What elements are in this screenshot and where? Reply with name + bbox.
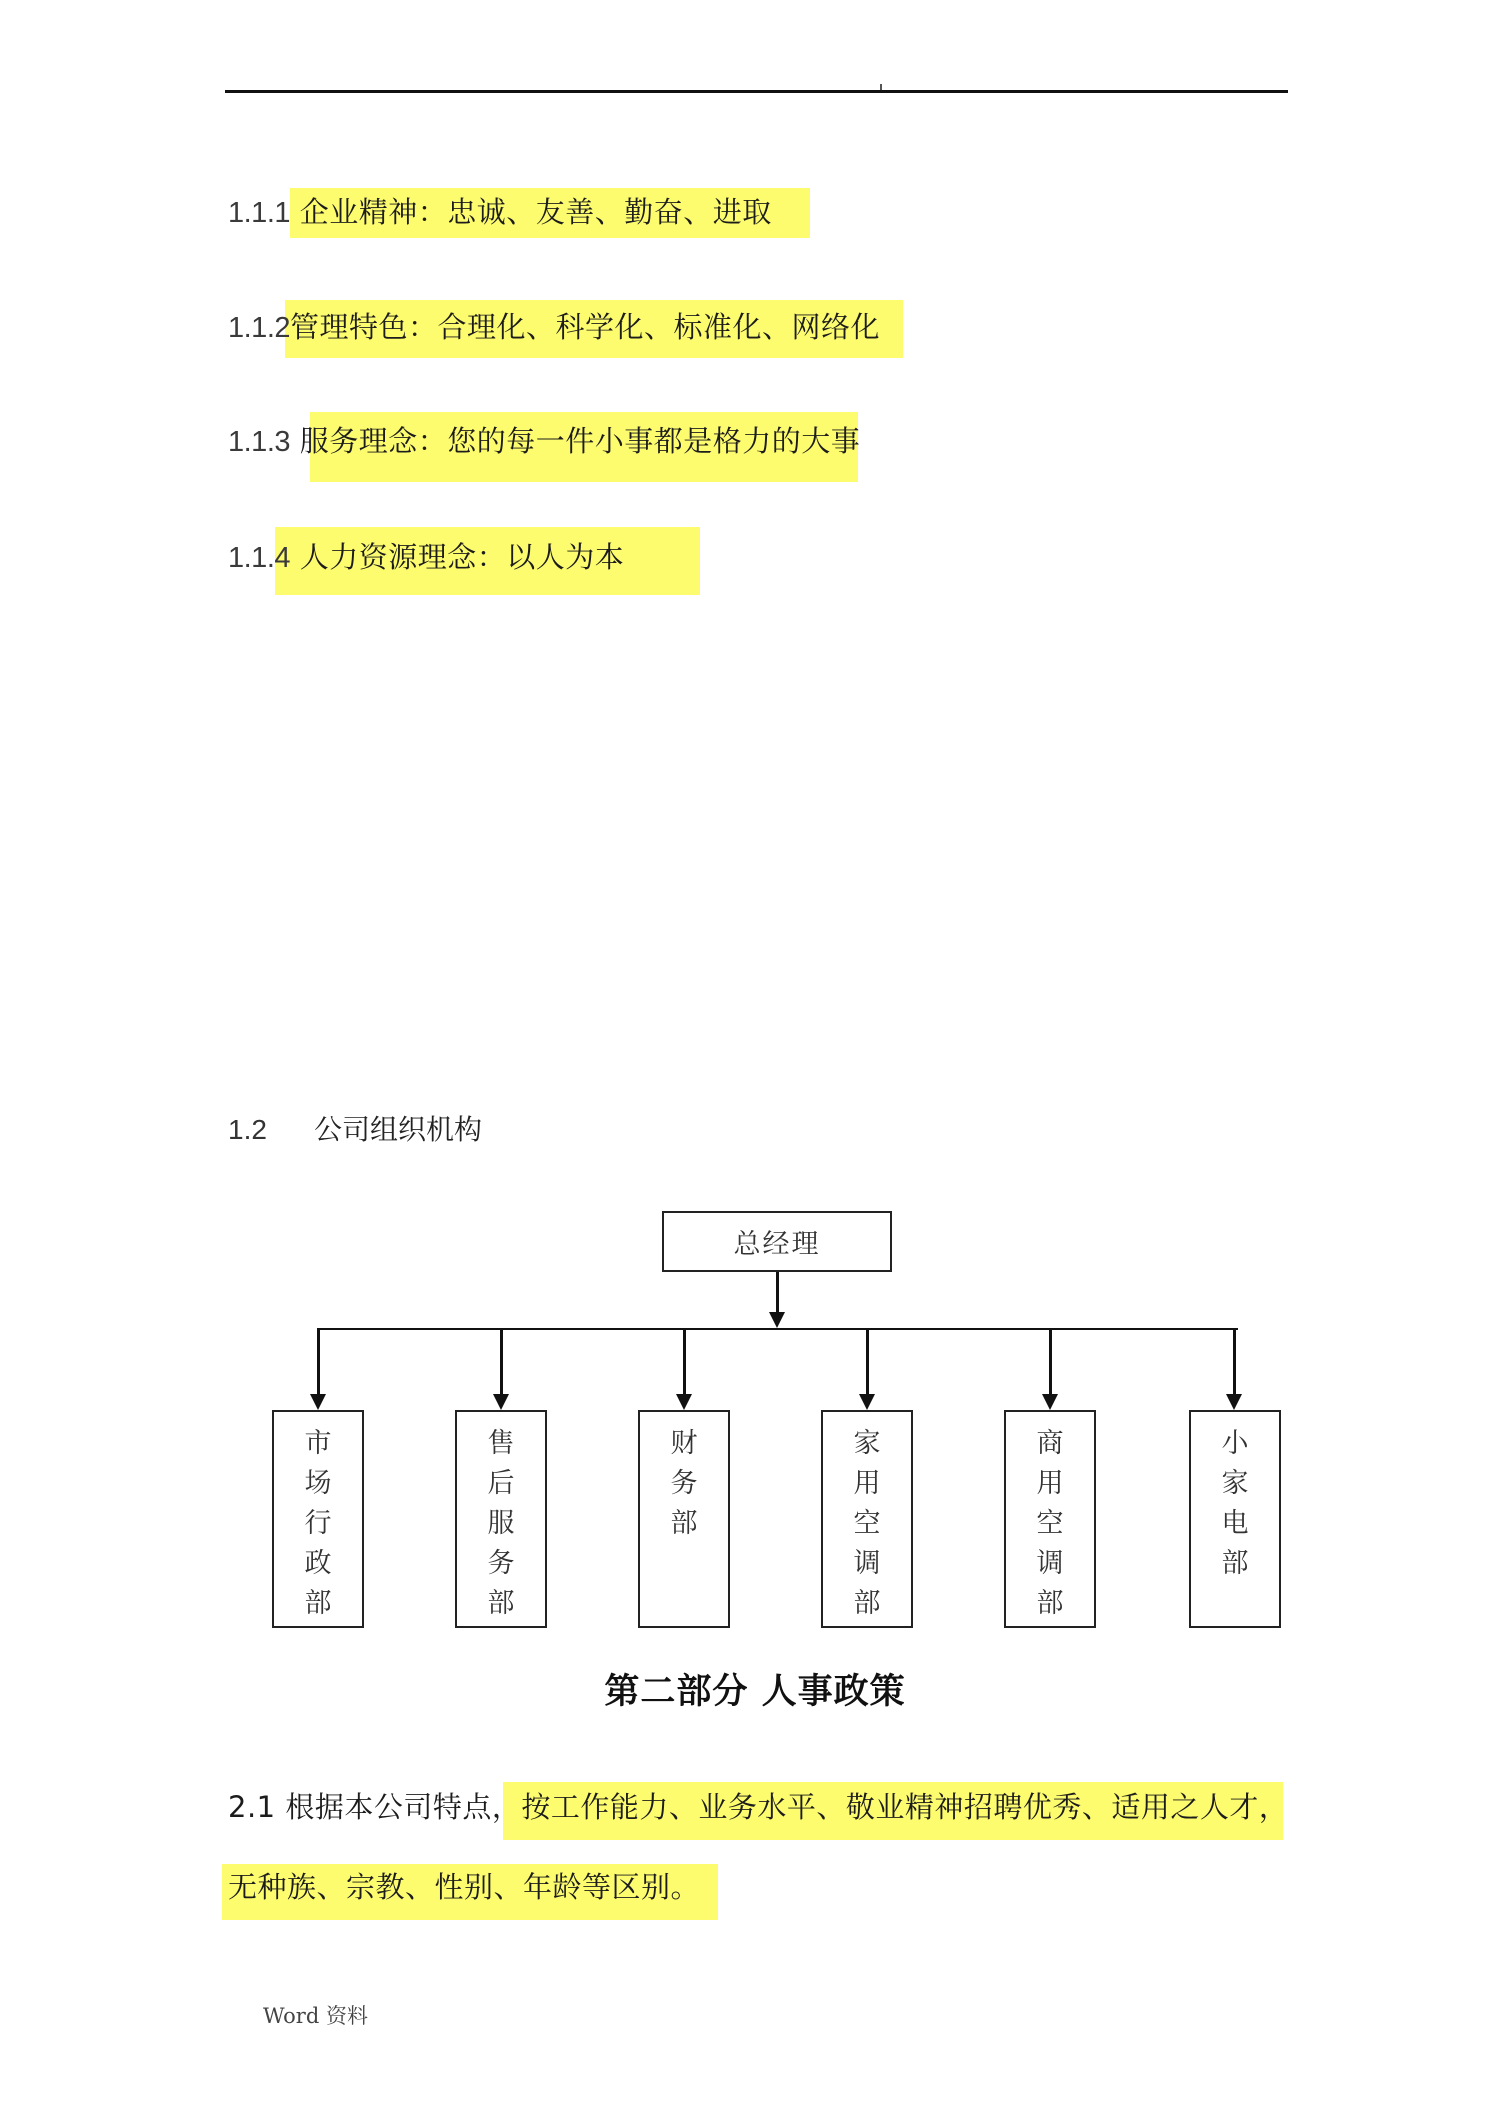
org-node-marketing-admin [272,1410,364,1628]
org-node-general-manager [662,1211,892,1272]
dept-char: 部 [1221,1548,1249,1579]
connector-branch [1049,1329,1052,1395]
paragraph-highlight: 无种族、宗教、性别、年龄等区别。 [228,1870,701,1904]
connector-branch [866,1329,869,1395]
dept-char: 部 [670,1508,698,1539]
item-text: 人力资源理念：以人为本 [299,540,625,574]
connector-root [776,1272,779,1312]
dept-char: 行 [304,1508,332,1539]
connector-bus [317,1328,1238,1330]
arrow-down-icon [1226,1394,1242,1410]
dept-char: 部 [487,1588,515,1619]
dept-char: 空 [1036,1508,1064,1539]
dept-char: 后 [487,1468,515,1499]
arrow-down-icon [859,1394,875,1410]
arrow-down-icon [1042,1394,1058,1410]
dept-char: 售 [487,1428,515,1459]
arrow-down-icon [310,1394,326,1410]
org-node-finance [638,1410,730,1628]
dept-char: 场 [304,1468,332,1499]
dept-char: 政 [304,1548,332,1579]
dept-char: 部 [304,1588,332,1619]
arrow-down-icon [769,1312,785,1328]
dept-char: 务 [487,1548,515,1579]
item-text: 管理特色：合理化、科学化、标准化、网络化 [290,310,881,344]
dept-char: 小 [1221,1428,1249,1459]
dept-char: 市 [304,1428,332,1459]
dept-char: 务 [670,1468,698,1499]
dept-char: 财 [670,1428,698,1459]
dept-char: 空 [853,1508,881,1539]
dept-char: 调 [1036,1548,1064,1579]
item-text: 服务理念：您的每一件小事都是格力的大事 [299,424,861,458]
dept-char: 服 [487,1508,515,1539]
connector-branch [317,1329,320,1395]
dept-char: 家 [1221,1468,1249,1499]
item-number: 1.1.3 [228,426,290,458]
dept-char: 用 [853,1468,881,1499]
arrow-down-icon [676,1394,692,1410]
dept-char: 家 [853,1428,881,1459]
header-mark [880,84,882,90]
org-node-commercial-ac [1004,1410,1096,1628]
connector-branch [683,1329,686,1395]
paragraph-highlight: 按工作能力、业务水平、敬业精神招聘优秀、适用之人才， [521,1790,1289,1824]
section-heading-1-2 [228,1110,482,1150]
item-text: 企业精神：忠诚、友善、勤奋、进取 [299,195,772,229]
paragraph-prefix: 2.1 根据本公司特点， [228,1790,522,1824]
org-node-small-appliances [1189,1410,1281,1628]
dept-char: 商 [1036,1428,1064,1459]
paragraph-2-1-line2 [228,1867,700,1907]
connector-branch [1233,1329,1236,1395]
org-node-after-sales [455,1410,547,1628]
connector-branch [500,1329,503,1395]
item-number: 1.1.1 [228,197,290,229]
dept-char: 部 [853,1588,881,1619]
dept-char: 部 [1036,1588,1064,1619]
org-node-label: 总经理 [733,1229,821,1260]
dept-char: 调 [853,1548,881,1579]
item-1-1-3 [228,421,860,462]
arrow-down-icon [493,1394,509,1410]
dept-char: 用 [1036,1468,1064,1499]
paragraph-2-1-line1 [228,1787,1288,1827]
item-number: 1.1.4 [228,542,290,574]
item-1-1-4 [228,537,624,578]
part-title: 第二部分 人事政策 [604,1672,906,1712]
item-number: 1.1.2 [228,312,290,344]
org-node-residential-ac [821,1410,913,1628]
section-title: 公司组织机构 [314,1113,483,1146]
item-1-1-1 [228,192,772,233]
section-number: 1.2 [228,1114,267,1145]
dept-char: 电 [1221,1508,1249,1539]
footer-label: Word 资料 [263,2004,368,2028]
item-1-1-2 [228,307,880,348]
header-rule [225,90,1288,93]
